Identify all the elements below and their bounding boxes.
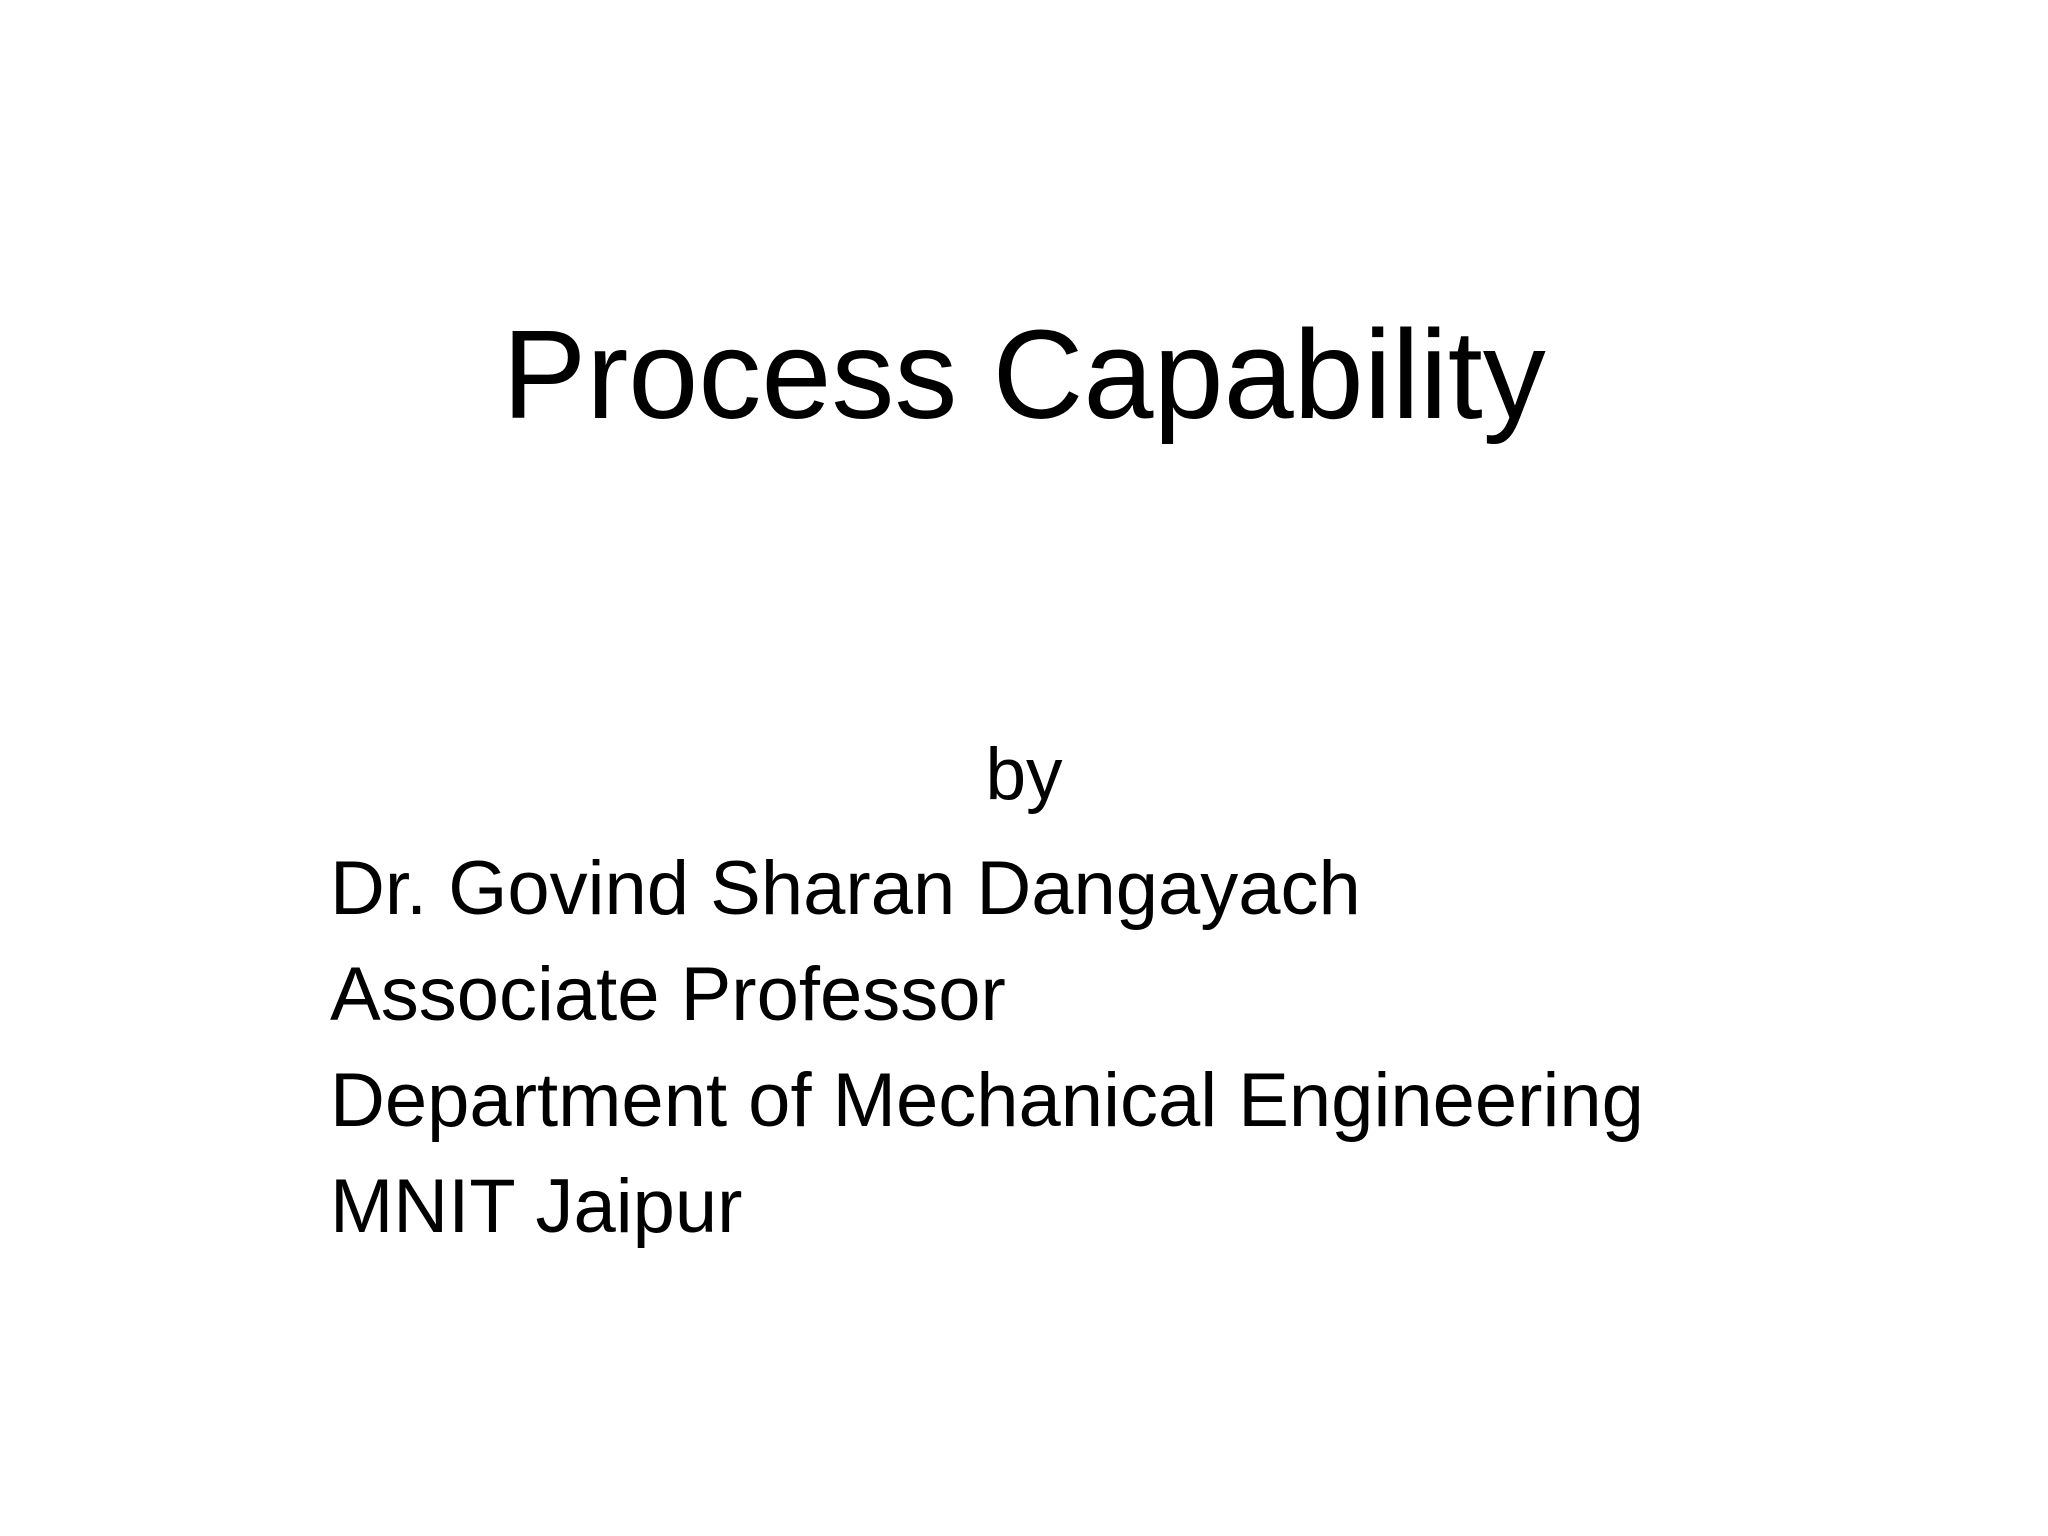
author-block (330, 836, 1930, 1260)
by-label: by (985, 734, 1063, 815)
slide-title: Process Capability (502, 304, 1546, 445)
author-position: Associate Professor (330, 952, 1006, 1037)
author-name: Dr. Govind Sharan Dangayach (330, 846, 1361, 931)
author-department: Department of Mechanical Engineering (330, 1058, 1644, 1143)
author-institution: MNIT Jaipur (330, 1164, 743, 1249)
